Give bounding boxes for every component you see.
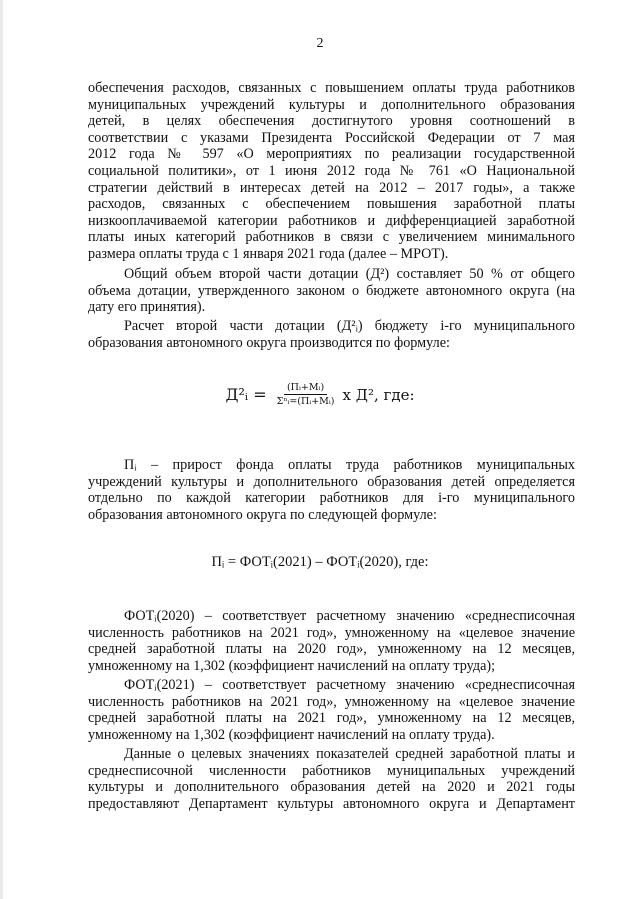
text-line: Расчет второй части дотации (Д²ᵢ) бюджету i-го муниципального: [124, 318, 575, 334]
text-line: низкооплачиваемой категории работников и дифференциацией заработной: [88, 212, 575, 229]
continuation-paragraph: [88, 80, 575, 263]
text-line: дату его принятия).: [88, 299, 206, 316]
text-line: образования автономного округа по следующей формуле:: [88, 506, 437, 523]
text-line: социальной политики», от 1 июня 2012 года № 761 «О Национальной: [88, 162, 575, 179]
text-line: Общий объем второй части дотации (Д²) составляет 50 % от общего: [124, 266, 575, 282]
text-line: образования автономного округа производится по формуле:: [88, 334, 450, 351]
text-line: ФОТᵢ(2020) – соответствует расчетному значению «среднесписочная: [124, 608, 575, 624]
text-line: средней заработной платы на 2021 год», умноженному на 12 месяцев,: [88, 710, 575, 727]
text-line: культуры и дополнительного образования детей на 2020 и 2021 годы: [88, 779, 575, 796]
text-line: умноженному на 1,302 (коэффициент начислений на оплату труда);: [88, 657, 496, 674]
page-number: 2: [316, 36, 324, 51]
text-line: обеспечения расходов, связанных с повышением оплаты труда работников: [88, 80, 575, 96]
text-line: численность работников на 2021 год», умноженному на «целевое значение: [88, 693, 575, 710]
text-line: численность работников на 2021 год», умноженному на «целевое значение: [88, 624, 575, 641]
fot-2021-paragraph: [88, 677, 575, 743]
scan-edge: [0, 0, 3, 899]
text-line: умноженному на 1,302 (коэффициент начислений на оплату труда).: [88, 726, 495, 743]
text-line: средней заработной платы на 2020 год», умноженному на 12 месяцев,: [88, 641, 575, 658]
text-line: муниципальных учреждений культуры и дополнительного образования: [88, 96, 575, 113]
total-volume-paragraph: [88, 266, 575, 316]
text-line: стратегии действий в интересах детей на 2012 – 2017 годы», а также: [88, 179, 575, 196]
text-line: объема дотации, утвержденного законом о бюджете автономного округа (на: [88, 282, 575, 299]
text-line: ФОТᵢ(2021) – соответствует расчетному значению «среднесписочная: [124, 677, 575, 693]
text-line: соответствии с указами Президента Российской Федерации от 7 мая: [88, 129, 575, 146]
formula-fraction: [277, 382, 335, 407]
text-line: расходов, связанных с обеспечением повышения заработной платы: [88, 196, 575, 213]
text-line: учреждений культуры и дополнительного образования детей определяется: [88, 473, 575, 490]
text-line: детей, в целях обеспечения достигнутого уровня соотношений в: [88, 113, 575, 130]
text-line: Пᵢ – прирост фонда оплаты труда работников муниципальных: [124, 457, 575, 473]
pi-definition-paragraph: [88, 457, 575, 523]
target-data-paragraph: [88, 746, 575, 812]
subsidy-formula: [0, 382, 640, 407]
text-line: Данные о целевых значениях показателей средней заработной платы и: [124, 746, 575, 762]
text-line: предоставляют Департамент культуры автономного округа и Департамент: [88, 795, 575, 812]
text-line: 2012 года № 597 «О мероприятиях по реализации государственной: [88, 146, 575, 163]
text-line: размера оплаты труда с 1 января 2021 года (далее – МРОТ).: [88, 245, 449, 262]
text-line: отдельно по каждой категории работников для i-го муниципального: [88, 490, 575, 507]
text-line: платы иных категорий работников в связи с увеличением минимального: [88, 229, 575, 246]
fot-2020-paragraph: [88, 608, 575, 674]
formula-denominator: Σⁿᵢ=(Пᵢ+Мᵢ): [276, 396, 335, 407]
calculation-paragraph: [88, 318, 575, 351]
formula-numerator: (Пᵢ+Мᵢ): [284, 382, 327, 395]
formula-rhs: x Д², где:: [342, 385, 415, 404]
growth-formula: Пᵢ = ФОТᵢ(2021) – ФОТᵢ(2020), где:: [211, 554, 429, 570]
text-line: среднесписочной численности работников муниципальных учреждений: [88, 762, 575, 779]
formula-lhs: Д²ᵢ =: [225, 385, 267, 404]
